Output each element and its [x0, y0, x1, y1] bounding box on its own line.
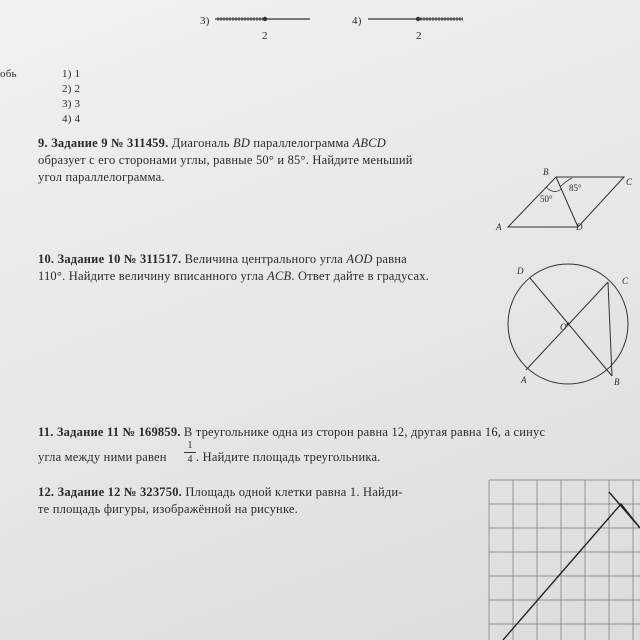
- parallelogram-label-a: A: [496, 222, 502, 232]
- answer-item: 1) 1: [62, 68, 81, 80]
- left-edge-text: обь: [0, 68, 17, 80]
- number-line-4: [368, 14, 478, 28]
- answer-item: 4) 4: [62, 113, 81, 125]
- fraction-bar: [184, 452, 196, 453]
- task-10-text: Величина центрального угла: [181, 252, 347, 266]
- task-10-text: равна: [372, 252, 407, 266]
- circle-label-a: A: [521, 375, 527, 385]
- task-10-text: . Ответ дайте в градусах.: [291, 269, 429, 283]
- task-9-text: Диагональ: [168, 136, 233, 150]
- circle-label-b: B: [614, 377, 620, 387]
- fraction-numerator: 1: [187, 440, 193, 451]
- task-10-line-1: [38, 251, 407, 267]
- task-9-bd: BD: [232, 136, 251, 150]
- parallelogram-label-d: D: [576, 222, 583, 232]
- task-10-text: 110°. Найдите величину вписанного угла: [38, 269, 268, 283]
- fraction-denominator: 4: [187, 454, 193, 465]
- task-10-aod: AOD: [346, 252, 373, 266]
- angle-label-50: 50°: [540, 194, 553, 204]
- task-10-acb: ACB: [267, 269, 292, 283]
- task-11-line-2b: . Найдите площадь треугольника.: [196, 450, 381, 464]
- task-12-text: Площадь одной клетки равна 1. Найди-: [182, 485, 403, 499]
- option-3-label: 3): [200, 15, 210, 27]
- task-11-line-2: [38, 449, 167, 465]
- task-9-abcd: ABCD: [352, 136, 387, 150]
- task-9-line-2: образует с его сторонами углы, равные 50° и 85°. Найдите меньший: [38, 153, 413, 167]
- task-11-line-1: [38, 424, 545, 440]
- circle-label-c: C: [622, 276, 629, 286]
- answer-item: 3) 3: [62, 98, 81, 110]
- circle-label-o: O: [560, 322, 567, 332]
- answer-item: 2) 2: [62, 83, 81, 95]
- number-line-3-tick: 2: [262, 30, 268, 42]
- grid-figure: [489, 480, 640, 640]
- task-11-number: 11. Задание 11 № 169859.: [38, 425, 181, 439]
- angle-label-85: 85°: [569, 183, 582, 193]
- task-9-number: 9. Задание 9 № 311459.: [38, 136, 169, 150]
- task-9-line-3: угол параллелограмма.: [38, 170, 165, 184]
- task-9-text: параллелограмма: [250, 136, 353, 150]
- parallelogram-label-c: C: [626, 177, 633, 187]
- number-line-3: [215, 14, 325, 28]
- task-12-line-2: те площадь фигуры, изображённой на рисунке.: [38, 502, 298, 516]
- option-4-label: 4): [352, 15, 362, 27]
- number-line-4-tick: 2: [416, 30, 422, 42]
- fraction: [184, 440, 196, 465]
- task-10-line-2: [38, 268, 429, 284]
- circle-label-d: D: [517, 266, 524, 276]
- task-11-text: В треугольнике одна из сторон равна 12, другая равна 16, а синус: [180, 425, 546, 439]
- task-9-line-1: [38, 135, 386, 151]
- parallelogram-label-b: B: [543, 167, 549, 177]
- task-12-line-1: [38, 484, 403, 500]
- task-12-number: 12. Задание 12 № 323750.: [38, 485, 182, 499]
- task-10-number: 10. Задание 10 № 311517.: [38, 252, 182, 266]
- parallelogram-figure: [500, 165, 640, 240]
- task-11-text: угла между ними равен: [38, 450, 167, 464]
